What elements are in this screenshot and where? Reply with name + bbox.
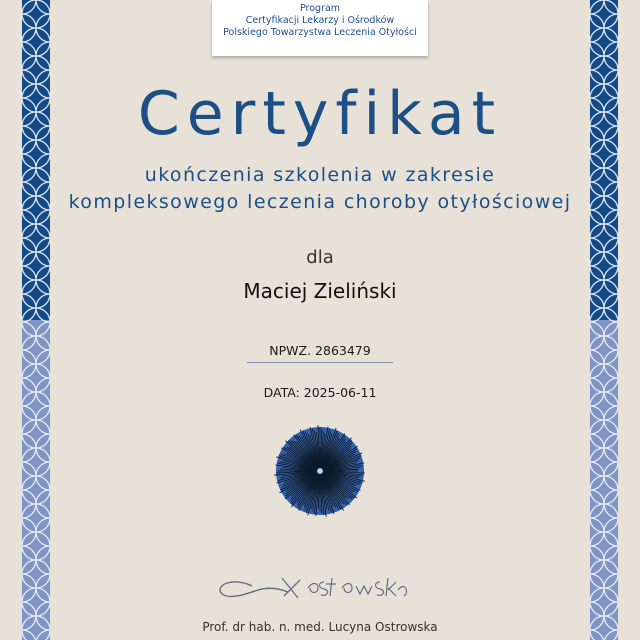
pattern-icon	[22, 0, 50, 640]
for-label: dla	[306, 247, 334, 268]
signer-name: Prof. dr hab. n. med. Lucyna Ostrowska	[202, 620, 438, 634]
handwritten-signature	[212, 568, 412, 604]
license-number: NPWZ. 2863479	[247, 343, 393, 363]
right-decorative-border	[590, 0, 618, 640]
program-header-line-1: Program	[299, 3, 341, 14]
program-header-line-3: Polskiego Towarzystwa Leczenia Otyłości	[223, 27, 417, 38]
starburst-seal-icon	[270, 421, 370, 521]
recipient-name: Maciej Zieliński	[243, 279, 397, 303]
subtitle-line-2: kompleksowego leczenia choroby otyłościowej	[68, 191, 572, 213]
subtitle-line-1: ukończenia szkolenia w zakresie	[144, 164, 496, 186]
left-decorative-border	[22, 0, 50, 640]
program-header-line-2: Certyfikacji Lekarzy i Ośrodków	[245, 15, 395, 26]
certificate-subtitle	[50, 162, 590, 216]
pattern-icon	[590, 0, 618, 640]
certificate-title: Certyfikat	[137, 79, 503, 149]
issue-date: DATA: 2025-06-11	[263, 385, 377, 400]
program-header	[212, 0, 428, 56]
